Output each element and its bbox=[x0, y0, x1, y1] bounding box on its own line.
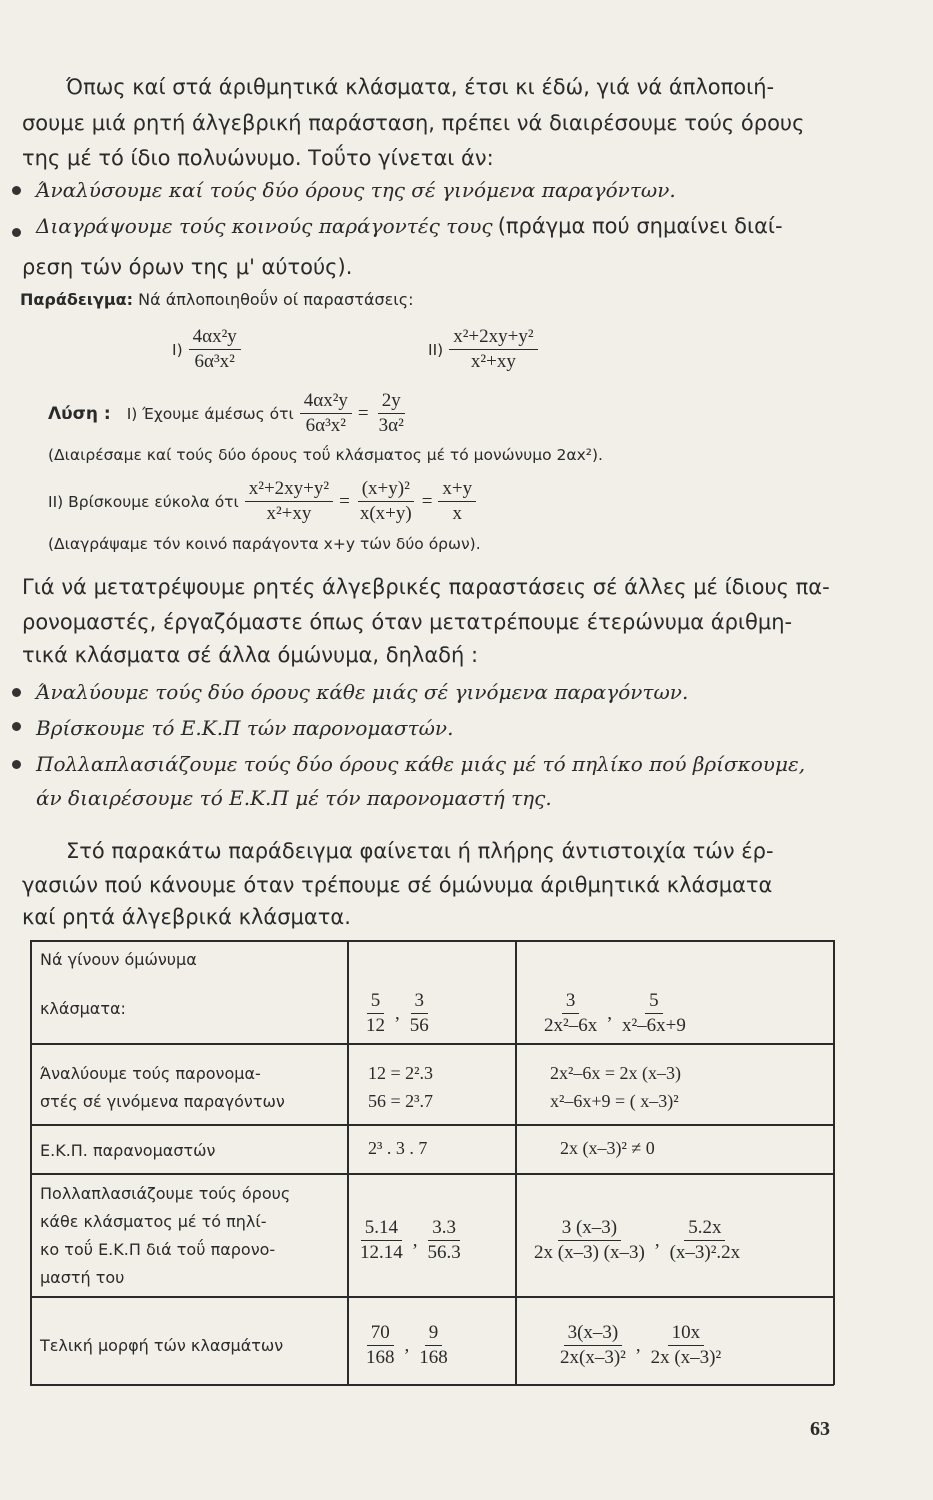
table-row-2-arith-line-1: 12 = 2².3 bbox=[368, 1063, 434, 1083]
numerator: 10x bbox=[668, 1322, 705, 1346]
comma: , bbox=[654, 1229, 660, 1251]
example-ii-label: II) bbox=[428, 340, 444, 359]
table-row-2-alg-line-1: 2x²–6x = 2x (x–3) bbox=[550, 1063, 682, 1083]
numerator: 3 bbox=[562, 990, 580, 1014]
denominator: 56 bbox=[409, 1015, 429, 1036]
equals-sign: = bbox=[339, 490, 350, 512]
intro-line-2: σουμε μιά ρητή άλγεβρική παράσταση, πρέπει νά διαιρέσουμε τούς όρους bbox=[22, 111, 805, 135]
equals-sign: = bbox=[421, 490, 433, 512]
table-row-1-label-line-2: κλάσματα: bbox=[40, 999, 126, 1018]
bullet-icon bbox=[12, 760, 21, 769]
note-2: (Διαγράψαμε τόν κοινό παράγοντα x+y τών δύο όρων). bbox=[48, 535, 481, 553]
intro-line-1: Όπως καί στά άριθμητικά κλάσματα, έτσι κι έδώ, γιά νά άπλοποιή- bbox=[66, 75, 775, 99]
solution-ii bbox=[48, 478, 476, 525]
table-row-4-label-line-1: Πολλαπλασιάζουμε τούς όρους bbox=[40, 1184, 291, 1203]
table-border-bottom bbox=[30, 1384, 834, 1386]
example-i-denominator: 6α³x² bbox=[194, 351, 235, 372]
numerator: 9 bbox=[425, 1322, 443, 1346]
denominator: 12.14 bbox=[360, 1242, 403, 1263]
table-row-2-arith-line-2: 56 = 2³.7 bbox=[368, 1091, 434, 1111]
table-row-2-label-line-2: στές σέ γινόμενα παραγόντων bbox=[40, 1092, 285, 1111]
example-ii-fraction bbox=[449, 326, 537, 373]
fraction bbox=[556, 1322, 630, 1369]
solution-i-fraction-2 bbox=[375, 390, 408, 437]
example-ii-denominator: x²+xy bbox=[470, 351, 516, 372]
table-row-2-alg-line-2: x²–6x+9 = ( x–3)² bbox=[550, 1091, 679, 1111]
solution-i-fraction-1 bbox=[300, 390, 352, 437]
para3-line-2: γασιών πού κάνουμε όταν τρέπουμε σέ όμώνυμα άριθμητικά κλάσματα bbox=[22, 873, 773, 897]
bullet-icon bbox=[12, 186, 21, 195]
table-column-divider bbox=[515, 940, 517, 1385]
denominator: 168 bbox=[419, 1347, 448, 1368]
solution-i-text: I) Έχουμε άμέσως ότι bbox=[126, 404, 294, 423]
para2-line-2: ρονομαστές, έργαζόμαστε όπως όταν μετατρέπουμε έτερώνυμα άριθμη- bbox=[22, 610, 793, 634]
example-heading bbox=[20, 290, 413, 309]
denominator: 2x(x–3)² bbox=[560, 1347, 626, 1368]
rule1-bullet-1: Άναλύσουμε καί τούς δύο όρους της σέ γινόμενα παραγόντων. bbox=[36, 178, 676, 202]
numerator: (x+y)² bbox=[358, 478, 414, 502]
table-border-right bbox=[833, 940, 835, 1385]
table-row-3-label: Ε.Κ.Π. παρανομαστών bbox=[40, 1141, 216, 1160]
table-row-4-arith bbox=[356, 1217, 465, 1264]
rule1-bullet-2 bbox=[36, 214, 783, 238]
denominator: x²–6x+9 bbox=[621, 1015, 686, 1036]
rule2-bullet-2: Βρίσκουμε τό Ε.Κ.Π τών παρονομαστών. bbox=[36, 716, 454, 740]
denominator: (x–3)².2x bbox=[669, 1242, 741, 1263]
example-label: Παράδειγμα: bbox=[20, 290, 134, 309]
example-i-fraction bbox=[189, 326, 241, 373]
table-row-3-arith: 2³ . 3 . 7 bbox=[368, 1138, 428, 1158]
fraction bbox=[415, 1322, 452, 1369]
table-row-1-arith bbox=[362, 990, 433, 1037]
example-expr-ii bbox=[428, 326, 538, 373]
comma: , bbox=[404, 1334, 410, 1356]
table-column-divider bbox=[347, 940, 349, 1385]
denominator: x²+xy bbox=[266, 503, 312, 524]
solution-ii-fraction-3 bbox=[438, 478, 476, 525]
table-row-1-alg bbox=[540, 990, 690, 1037]
denominator: x bbox=[452, 503, 463, 524]
rule1-bullet-2-italic: Διαγράψουμε τούς κοινούς παράγοντές τους bbox=[36, 214, 493, 238]
example-ii-numerator: x²+2xy+y² bbox=[449, 326, 537, 350]
intro-line-3: της μέ τό ίδιο πολυώνυμο. Τοΰτο γίνεται άν: bbox=[22, 146, 494, 170]
example-i-numerator: 4αx²y bbox=[189, 326, 241, 350]
rule1-bullet-2-line-2: ρεση τών όρων της μ' αύτούς). bbox=[22, 255, 353, 279]
table-row-4-label-line-3: κο τοΰ Ε.Κ.Π διά τοΰ παρονο- bbox=[40, 1240, 276, 1259]
bullet-icon bbox=[12, 722, 21, 731]
comma: , bbox=[607, 1002, 612, 1024]
denominator: 12 bbox=[366, 1015, 385, 1036]
fraction bbox=[647, 1322, 726, 1369]
fraction bbox=[530, 1217, 649, 1264]
rule2-bullet-3-line-1: Πολλαπλασιάζουμε τούς δύο όρους κάθε μιάς μέ τό πηλίκο πού βρίσκουμε, bbox=[36, 752, 806, 776]
equals-sign: = bbox=[357, 402, 369, 424]
table-divider bbox=[30, 1173, 834, 1175]
example-text: Νά άπλοποιηθοΰν οί παραστάσεις: bbox=[138, 290, 414, 309]
bullet-icon bbox=[12, 688, 21, 697]
solution-ii-fraction-1 bbox=[245, 478, 333, 525]
para2-line-1: Γιά νά μετατρέψουμε ρητές άλγεβρικές παραστάσεις σέ άλλες μέ ίδιους πα- bbox=[22, 575, 830, 599]
numerator: 3(x–3) bbox=[564, 1322, 623, 1346]
table-row-3-alg: 2x (x–3)² ≠ 0 bbox=[560, 1138, 655, 1158]
numerator: 3 (x–3) bbox=[558, 1217, 621, 1241]
rule2-bullet-3-line-2: άν διαιρέσουμε τό Ε.Κ.Π μέ τόν παρονομαστή της. bbox=[36, 786, 552, 810]
numerator: 3.3 bbox=[428, 1217, 460, 1241]
solution-i bbox=[48, 390, 408, 437]
table-row-4-label-line-4: μαστή του bbox=[40, 1268, 125, 1287]
numerator: 5 bbox=[367, 990, 385, 1014]
para3-line-1: Στό παρακάτω παράδειγμα φαίνεται ή πλήρης άντιστοιχία τών έρ- bbox=[66, 839, 774, 863]
fraction bbox=[406, 990, 433, 1037]
rule1-bullet-2-rest: (πράγμα πού σημαίνει διαί- bbox=[497, 214, 783, 238]
denominator: 3α² bbox=[378, 415, 404, 436]
table-divider bbox=[30, 1124, 834, 1126]
numerator: 5.2x bbox=[684, 1217, 725, 1241]
table-row-2-label-line-1: Άναλύουμε τούς παρονομα- bbox=[40, 1064, 261, 1083]
numerator: x+y bbox=[438, 478, 476, 502]
fraction bbox=[618, 990, 690, 1037]
bullet-icon bbox=[12, 228, 21, 237]
para3-line-3: καί ρητά άλγεβρικά κλάσματα. bbox=[22, 905, 351, 929]
solution-label: Λύση : bbox=[48, 403, 111, 424]
rule2-bullet-1: Άναλύουμε τούς δύο όρους κάθε μιάς σέ γινόμενα παραγόντων. bbox=[36, 680, 689, 704]
note-1: (Διαιρέσαμε καί τούς δύο όρους τοΰ κλάσματος μέ τό μονώνυμο 2αx²). bbox=[48, 446, 603, 464]
example-expr-i bbox=[172, 326, 241, 373]
comma: , bbox=[395, 1002, 400, 1024]
table-row-1-label-line-1: Νά γίνουν όμώνυμα bbox=[40, 950, 197, 969]
comma: , bbox=[412, 1229, 418, 1251]
table-row-5-alg bbox=[556, 1322, 725, 1369]
numerator: 70 bbox=[367, 1322, 394, 1346]
table-row-5-label: Τελική μορφή τών κλασμάτων bbox=[40, 1336, 284, 1355]
comma: , bbox=[635, 1334, 641, 1356]
table-row-5-arith bbox=[362, 1322, 452, 1369]
example-i-label: I) bbox=[172, 340, 183, 359]
table-divider bbox=[30, 1043, 834, 1045]
para2-line-3: τικά κλάσματα σέ άλλα όμώνυμα, δηλαδή : bbox=[22, 643, 479, 667]
numerator: 2y bbox=[378, 390, 405, 414]
table-row-4-alg bbox=[530, 1217, 744, 1264]
page-number: 63 bbox=[810, 1418, 830, 1440]
denominator: x(x+y) bbox=[359, 503, 412, 524]
numerator: 5.14 bbox=[361, 1217, 402, 1241]
fraction bbox=[356, 1217, 407, 1264]
denominator: 168 bbox=[366, 1347, 395, 1368]
numerator: 5 bbox=[645, 990, 663, 1014]
numerator: x²+2xy+y² bbox=[245, 478, 333, 502]
fraction bbox=[540, 990, 601, 1037]
denominator: 2x (x–3) (x–3) bbox=[534, 1242, 645, 1263]
table-border-left bbox=[30, 940, 32, 1385]
numerator: 3 bbox=[411, 990, 429, 1014]
fraction bbox=[424, 1217, 465, 1264]
table-divider bbox=[30, 1296, 834, 1298]
solution-ii-fraction-2 bbox=[356, 478, 416, 525]
denominator: 56.3 bbox=[427, 1242, 461, 1263]
numerator: 4αx²y bbox=[300, 390, 352, 414]
table-border-top bbox=[30, 940, 834, 942]
denominator: 6α³x² bbox=[305, 415, 346, 436]
fraction bbox=[362, 990, 389, 1037]
table-row-4-label-line-2: κάθε κλάσματος μέ τό πηλί- bbox=[40, 1212, 267, 1231]
fraction bbox=[666, 1217, 745, 1264]
denominator: 2x (x–3)² bbox=[650, 1347, 722, 1368]
fraction bbox=[362, 1322, 399, 1369]
solution-ii-text: II) Βρίσκουμε εύκολα ότι bbox=[48, 492, 239, 511]
denominator: 2x²–6x bbox=[544, 1015, 598, 1036]
